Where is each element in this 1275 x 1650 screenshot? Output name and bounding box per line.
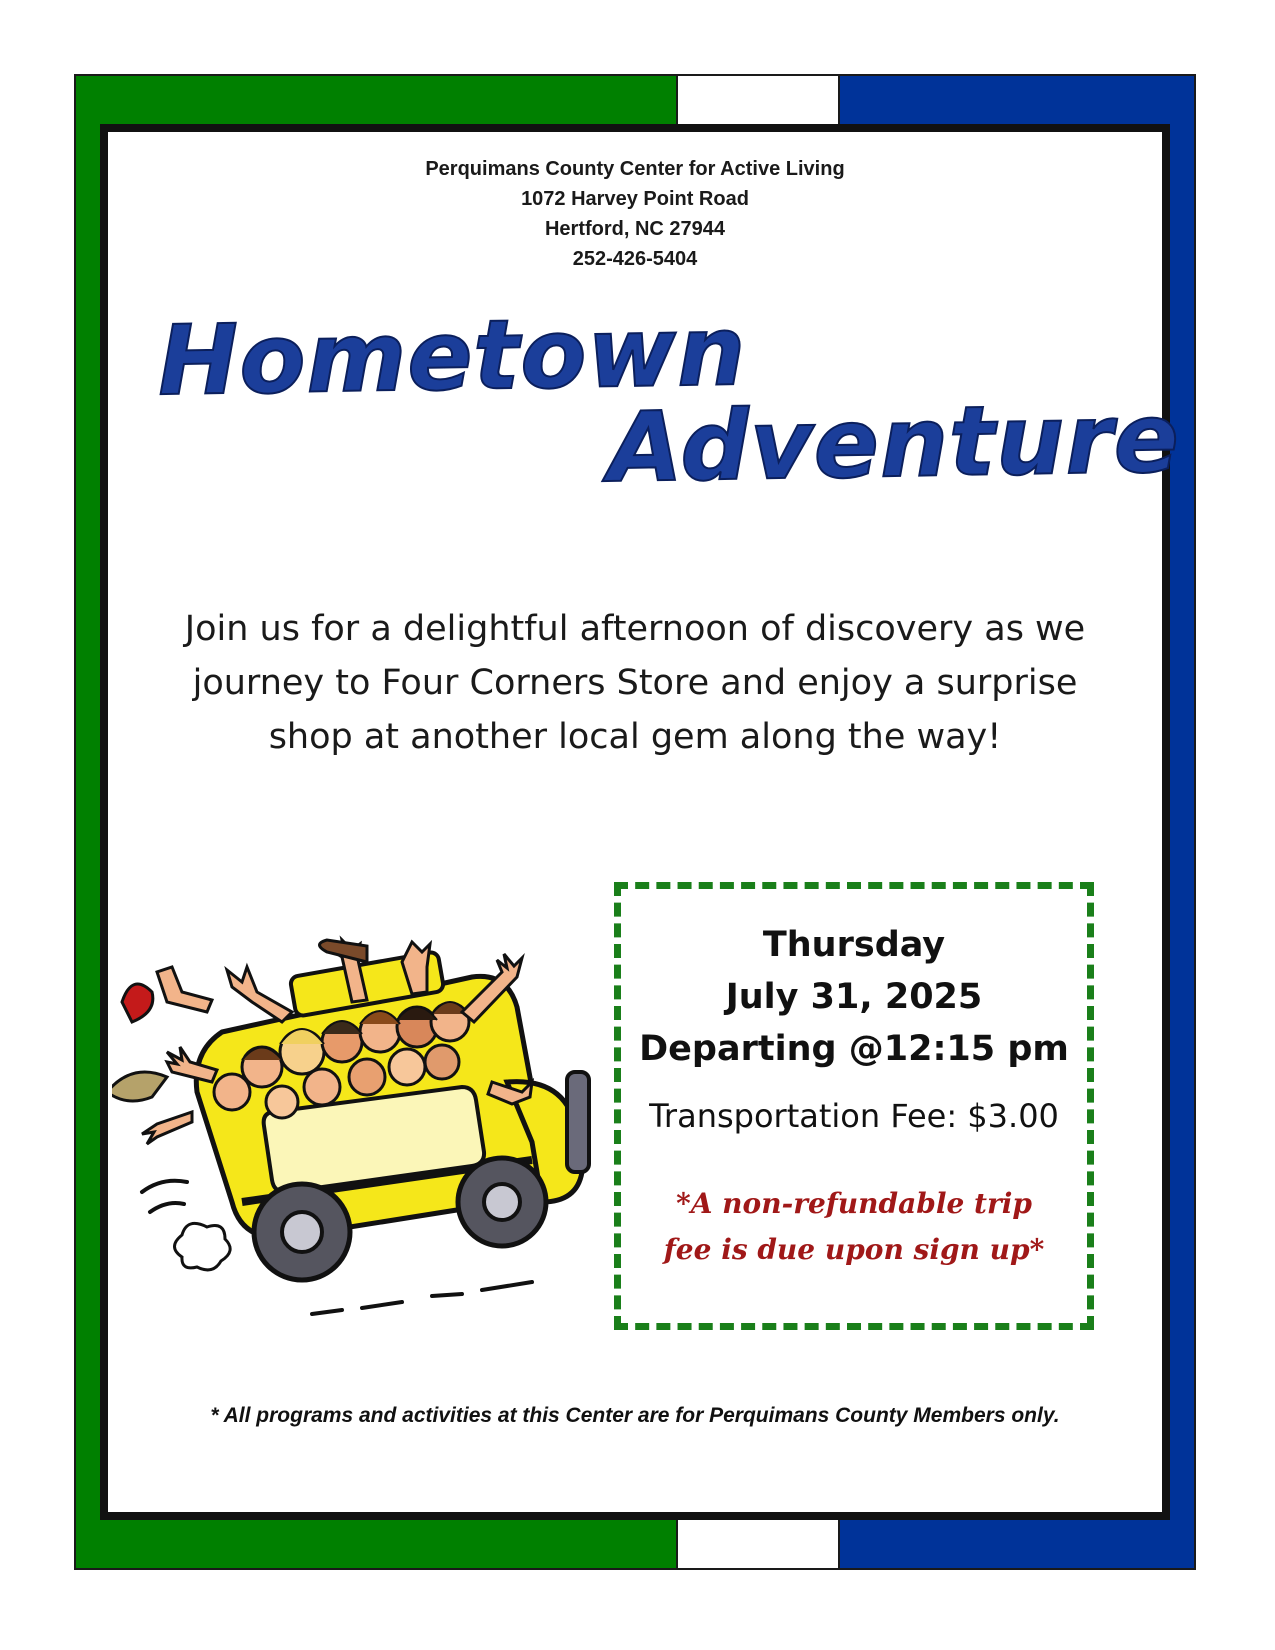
- members-only-notice: * All programs and activities at this Center are for Perquimans County Members only.: [210, 1404, 1060, 1427]
- content-frame: [100, 124, 1181, 1520]
- title-line-1: Hometown: [157, 294, 748, 418]
- event-date: July 31, 2025: [725, 977, 983, 1017]
- org-address: 1072 Harvey Point Road: [521, 188, 749, 210]
- org-city: Hertford, NC 27944: [544, 218, 726, 240]
- transportation-fee: Transportation Fee: $3.00: [649, 1097, 1059, 1135]
- refund-note-line-1: *A non-refundable trip: [676, 1187, 1032, 1220]
- header-contact: [108, 154, 1162, 274]
- org-phone: 252-426-5404: [572, 248, 698, 270]
- event-departure-time: Departing @12:15 pm: [639, 1029, 1069, 1069]
- event-description: Join us for a delightful afternoon of discovery as we journey to Four Corners Store and enjoy a surprise shop at another local gem along the way!: [184, 609, 1086, 757]
- school-bus-with-people-icon: [112, 882, 612, 1342]
- refund-note: [621, 1181, 1087, 1273]
- title-line-2: Adventure: [607, 382, 1181, 504]
- org-name: Perquimans County Center for Active Living: [425, 158, 845, 180]
- event-details-box: [614, 882, 1094, 1330]
- refund-note-line-2: fee is due upon sign up*: [663, 1233, 1045, 1266]
- event-day: Thursday: [762, 925, 946, 965]
